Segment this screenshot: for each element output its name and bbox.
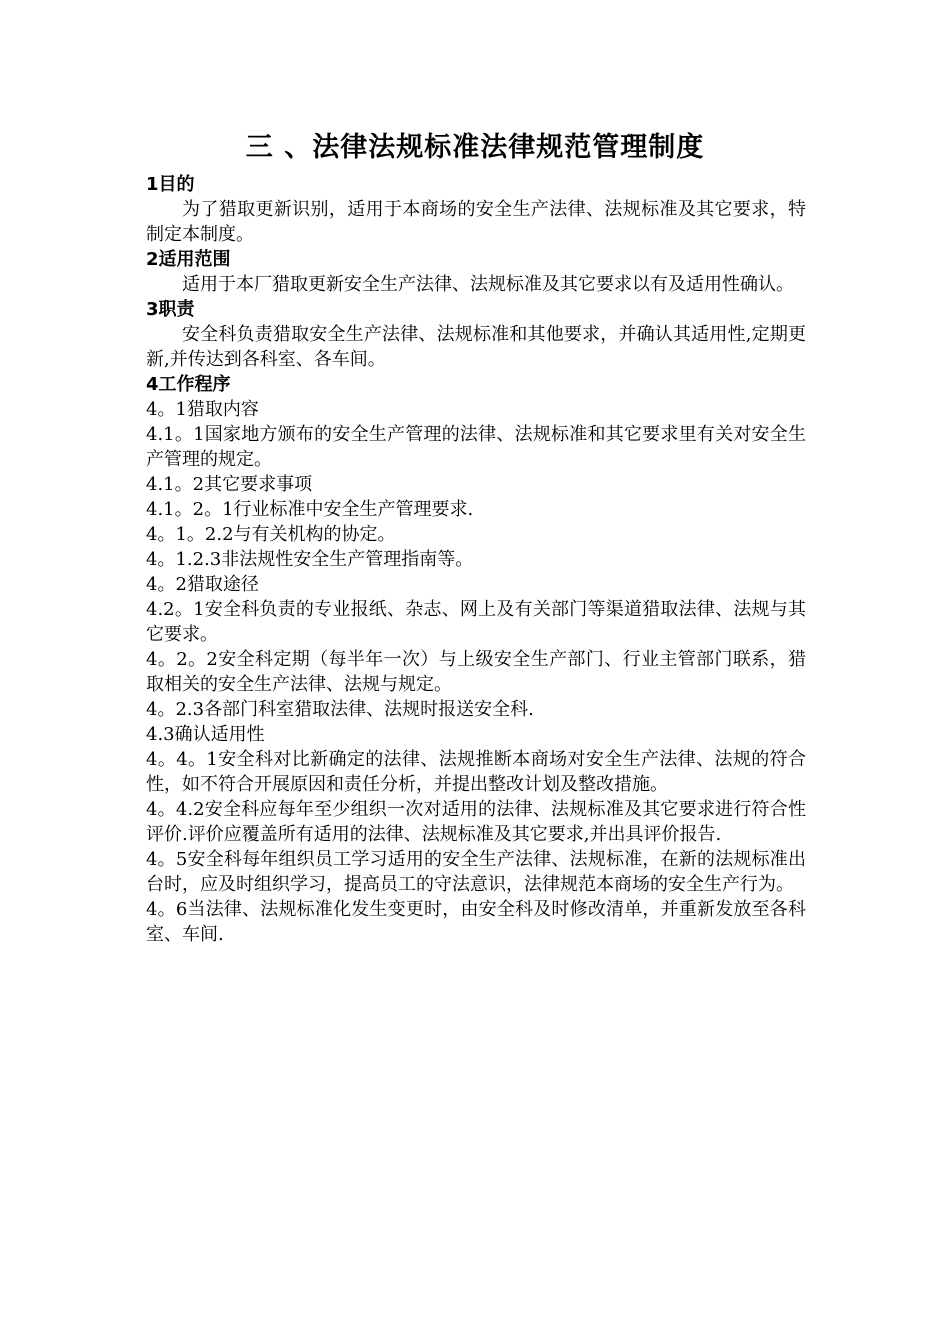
document-title: 三 、法律法规标准法律规范管理制度 [245, 132, 705, 163]
clause-4-1-2-1: 4.1。2。1行业标准中安全生产管理要求. [146, 499, 474, 520]
clause-4-1-2: 4.1。2其它要求事项 [146, 474, 313, 495]
paragraph-purpose: 为了猎取更新识别，适用于本商场的安全生产法律、法规标准及其它要求，特制定本制度。 [146, 199, 806, 245]
clause-4-1-2-3: 4。1.2.3非法规性安全生产管理指南等。 [146, 549, 474, 570]
clause-4-3: 4.3确认适用性 [146, 724, 265, 745]
clause-4-5: 4。5安全科每年组织员工学习适用的安全生产法律、法规标准，在新的法规标准出台时，应及时组织学习，提高员工的守法意识，法律规范本商场的安全生产行为。 [146, 849, 806, 895]
clause-4-1-1: 4.1。1国家地方颁布的安全生产管理的法律、法规标准和其它要求里有关对安全生产管理的规定。 [146, 424, 806, 470]
clause-4-4-1: 4。4。1安全科对比新确定的法律、法规推断本商场对安全生产法律、法规的符合性，如不符合开展原因和责任分析，并提出整改计划及整改措施。 [146, 749, 806, 795]
section-heading-purpose: 1目的 [146, 174, 195, 195]
clause-4-2-2: 4。2。2安全科定期（每半年一次）与上级安全生产部门、行业主管部门联系，猎取相关的安全生产法律、法规与规定。 [146, 649, 806, 695]
clause-4-2-1: 4.2。1安全科负责的专业报纸、杂志、网上及有关部门等渠道猎取法律、法规与其它要求。 [146, 599, 806, 645]
clause-4-1: 4。1猎取内容 [146, 399, 259, 420]
paragraph-scope: 适用于本厂猎取更新安全生产法律、法规标准及其它要求以有及适用性确认。 [182, 274, 794, 295]
section-heading-scope: 2适用范围 [146, 249, 231, 270]
clause-4-2-3: 4。2.3各部门科室猎取法律、法规时报送安全科. [146, 699, 534, 720]
clause-4-6: 4。6当法律、法规标准化发生变更时，由安全科及时修改清单，并重新发放至各科室、车间. [146, 899, 806, 945]
clause-4-2: 4。2猎取途径 [146, 574, 259, 595]
section-heading-procedure: 4工作程序 [146, 374, 231, 395]
clause-4-1-2-2: 4。1。2.2与有关机构的协定。 [146, 524, 396, 545]
document-body [146, 172, 806, 947]
paragraph-duties: 安全科负责猎取安全生产法律、法规标准和其他要求，并确认其适用性,定期更新,并传达到各科室、各车间。 [146, 324, 806, 370]
section-heading-duties: 3职责 [146, 299, 195, 320]
clause-4-4-2: 4。4.2安全科应每年至少组织一次对适用的法律、法规标准及其它要求进行符合性评价.评价应覆盖所有适用的法律、法规标准及其它要求,并出具评价报告. [146, 799, 806, 845]
